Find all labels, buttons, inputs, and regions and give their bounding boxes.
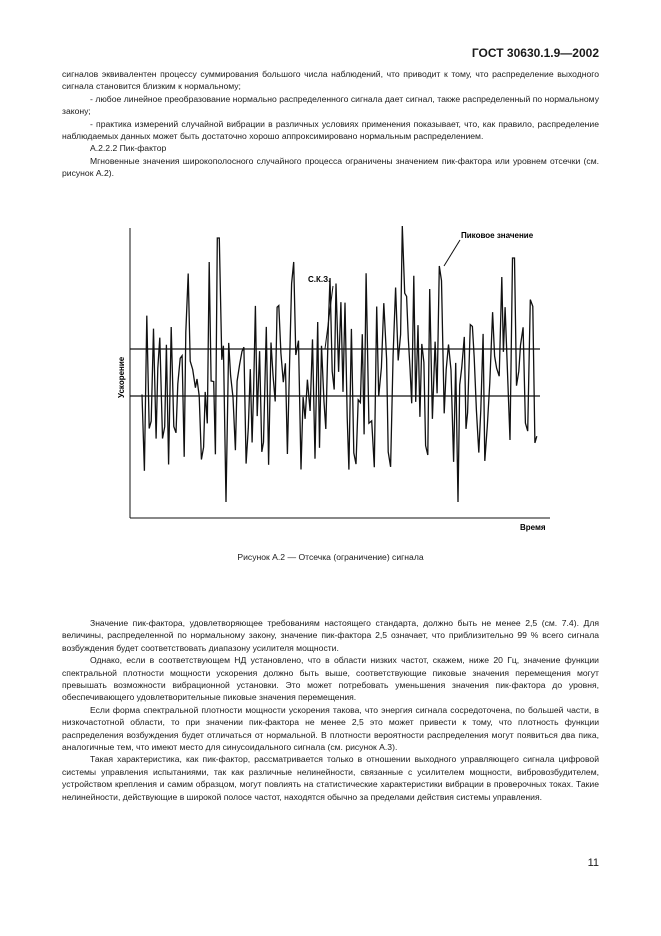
paragraph: - любое линейное преобразование нормально распределенного сигнала дает сигнал, также распределенный по нормальному закону; xyxy=(62,93,599,117)
peak-leader-line xyxy=(444,240,460,266)
signal-clipping-plot xyxy=(100,218,560,538)
paragraph: сигналов эквивалентен процессу суммирования большого числа наблюдений, что приводит к тому, что распределение выходного сигнала становится близким к нормальному; xyxy=(62,69,599,92)
paragraph: Однако, если в соответствующем НД установлено, что в области низких частот, скажем, ниже 20 Гц, значение функции спектральной плотности мощности ускорения должно быть выше, соответствующие пиковые значения перемещения могут превышать возможности вибрационной установки. Это может потребовать уменьшения значения пик-фактора до уровня, обеспечивающего удовлетворительные пиковые значения перемещения. xyxy=(62,655,599,703)
peak-label: Пиковое значение xyxy=(461,231,534,240)
paragraph: Такая характеристика, как пик-фактор, рассматривается только в отношении выходного управляющего сигнала цифровой системы управления испытаниями, так как различные нелинейности, связанные с усилителем мощности, вибровозбудителем, устройством крепления и самим образцом, могут повлиять на статистические характеристики вибрации в проверочных токах. Такие нелинейности, действующие в широкой полосе частот, находятся обычно за пределами действия системы управления. xyxy=(62,754,599,802)
figure-caption: Рисунок А.2 — Отсечка (ограничение) сигнала xyxy=(237,552,424,562)
signal-trace xyxy=(142,226,537,502)
rms-label: С.К.З. xyxy=(308,275,331,284)
document-header: ГОСТ 30630.1.9—2002 xyxy=(471,46,599,60)
main-text xyxy=(62,617,599,803)
x-axis-label: Время xyxy=(520,523,546,532)
paragraph: Значение пик-фактора, удовлетворяющее требованиям настоящего стандарта, должно быть не менее 2,5 (см. 7.4). Для величины, распределенной по нормальному закону, значение пик-фактора 2,5 означает, что приблизительно 99 % всего сигнала возбуждения будет соответствовать диапазону усилителя мощности. xyxy=(62,618,599,653)
y-axis-label: Ускорение xyxy=(117,356,126,398)
intro-text xyxy=(62,68,599,180)
section-heading: А.2.2.2 Пик-фактор xyxy=(90,143,167,154)
paragraph: Если форма спектральной плотности мощности ускорения такова, что энергия сигнала сосредоточена, по большей части, в низкочастотной области, то при значении пик-фактора не менее 2,5 это может привести к тому, что плотность функции распределения возбуждения будет отличаться от нормальной. В плотности вероятности распределения могут появиться два пика, аналогичные тем, что имеют место для синусоидального сигнала (см. рисунок А.3). xyxy=(62,704,599,753)
figure-a2 xyxy=(100,218,560,538)
paragraph: - практика измерений случайной вибрации в различных условиях применения показывает, что, как правило, распределение наблюдаемых данных может быть достаточно хорошо аппроксимировано нормальным распределением. xyxy=(62,118,599,142)
paragraph: Мгновенные значения широкополосного случайного процесса ограничены значением пик-фактора или уровнем отсечки (см. рисунок А.2). xyxy=(62,155,599,179)
page-number: 11 xyxy=(587,857,599,869)
